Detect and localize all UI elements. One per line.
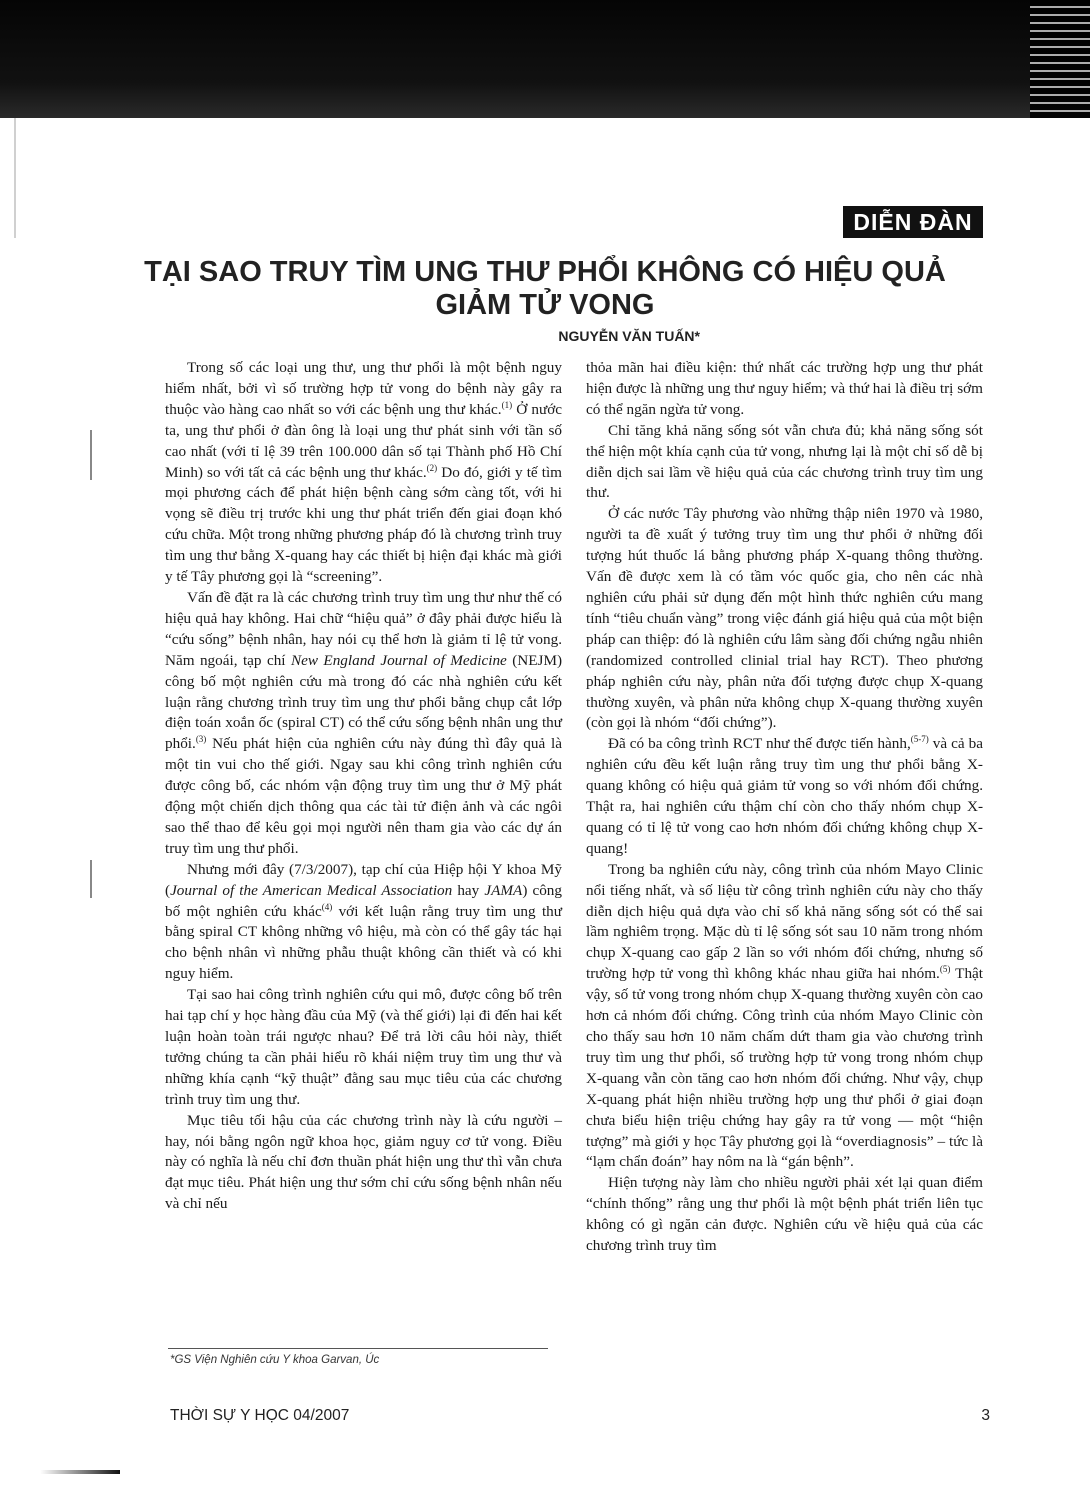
citation-ref: (3) [195,734,207,745]
article-author: NGUYỄN VĂN TUẤN* [558,328,700,344]
paragraph: thỏa mãn hai điều kiện: thứ nhất các trường hợp ung thư phát hiện được là những ung thư nguy hiểm; và thứ hai là điều trị sớm có thể ngăn ngừa tử vong. [586,359,983,418]
journal-name: New England Journal of Medicine [290,651,507,669]
scan-binding-edge [1030,0,1090,118]
scan-bottom-mark [40,1470,120,1474]
author-footnote: *GS Viện Nghiên cứu Y khoa Garvan, Úc [170,1354,380,1366]
section-tag: DIỄN ĐÀN [843,206,983,238]
paragraph: Vấn đề đặt ra là các chương trình truy tìm ung thư như thế có hiệu quả hay không. Hai chữ “hiệu quả” ở đây phải được hiểu là “cứu sống” bệnh nhân, hay nói cụ thể hơn là giảm tỉ lệ tử vong. Năm ngoái, tạp chí New England Journal of Medicine (NEJM) công bố một nghiên cứu mà trong đó các nhà nghiên cứu kết luận rằng chương trình truy tìm ung thư phổi bằng chụp cắt lớp điện toán xoắn ốc (spiral CT) có thể cứu sống bệnh nhân ung thư phổi.$^{(3)}$ Nếu phát hiện của nghiên cứu này đúng thì đây quả là một tin vui cho thế giới. Ngay sau khi công trình nghiên cứu được công bố, các nhóm vận động truy tìm ung thư ở Mỹ phát động một chiến dịch thông qua các tài tử điện ảnh và các ngôi sao thể thao để kêu gọi mọi người nên tham gia vào các dự án truy tìm ung thư phổi. [165,588,563,857]
journal-footer: THỜI SỰ Y HỌC 04/2007 [170,1407,350,1424]
article-title: TẠI SAO TRUY TÌM UNG THƯ PHỔI KHÔNG CÓ HIỆU QUẢ GIẢM TỬ VONG [144,256,946,321]
citation-ref: (4) [321,901,333,912]
scan-left-margin-artifact [0,118,16,238]
citation-ref: (2) [426,462,438,473]
scan-top-dark-band [0,0,1090,118]
left-column [165,358,562,1215]
paragraph: Hiện tượng này làm cho nhiều người phải xét lại quan điểm “chính thống” rằng ung thư phổi là một bệnh phát triển liên tục không có gì ngăn cản được. Nghiên cứu về hiệu quả của các chương trình truy tìm [586,1174,983,1255]
paragraph: Trong ba nghiên cứu này, công trình của nhóm Mayo Clinic nổi tiếng nhất, và số liệu từ công trình nghiên cứu này cho thấy diễn dịch hiệu quả dựa vào chỉ số khả năng sống sót có thể sai lầm nghiêm trọng. Mặc dù tỉ lệ sống sót sau 10 năm trong nhóm chụp X-quang cao gấp 2 lần so với nhóm đối chứng, nhưng số trường hợp tử vong thì không khác nhau giữa hai nhóm.$^{(5)}$ Thật vậy, số tử vong trong nhóm chụp X-quang thường xuyên còn cao hơn cả nhóm đối chứng. Công trình của nhóm Mayo Clinic còn cho thấy sau hơn 10 năm chấm dứt tham gia vào chương trình truy tìm ung thư phổi, số trường hợp tử vong trong nhóm chụp X-quang vẫn còn tăng cao hơn nhóm đối chứng. Như vậy, chụp X-quang phát hiện nhiều trường hợp ung thư phổi ở giai đoạn chưa biểu hiện triệu chứng hay gây ra tử vong — một “hiện tượng” mà giới y học Tây phương gọi là “overdiagnosis” – tức là “lạm chẩn đoán” hay nôm na là “gán bệnh”. [586,860,983,1171]
journal-name: Journal of the American Medical Association [170,881,453,899]
citation-ref: (5-7) [910,734,929,745]
citation-ref: (5) [939,964,951,975]
scan-margin-tick [90,430,92,480]
scan-margin-tick [90,860,92,898]
citation-ref: (1) [501,399,513,410]
paragraph: Nhưng mới đây (7/3/2007), tạp chí của Hiệp hội Y khoa Mỹ (Journal of the American Medical Association hay JAMA) công bố một nghiên cứu khác$^{(4)}$ với kết luận rằng truy tìm ung thư bằng spiral CT không những vô hiệu, mà còn có thể gây tác hại cho bệnh nhân vì những phẫu thuật không cần thiết và có khi nguy hiểm. [165,860,562,983]
paragraph: Đã có ba công trình RCT như thế được tiến hành,$^{(5-7)}$ và cả ba nghiên cứu đều kết luận rằng truy tìm ung thư phổi bằng X-quang không có hiệu quả giảm tử vong so với nhóm đối chứng. Thật ra, hai nghiên cứu thậm chí còn cho thấy nhóm chụp X-quang có tỉ lệ tử vong cao hơn nhóm đối chứng không chụp X-quang! [586,734,983,857]
journal-abbrev: JAMA [484,881,523,899]
paragraph: Chỉ tăng khả năng sống sót vẫn chưa đủ; khả năng sống sót thể hiện một khía cạnh của tử vong, nhưng lại là một chỉ số dễ bị diễn dịch sai lầm về hiệu quả của các chương trình truy tìm ung thư. [586,421,983,502]
footnote-divider [168,1348,548,1349]
paragraph: Mục tiêu tối hậu của các chương trình này là cứu người – hay, nói bằng ngôn ngữ khoa học, giảm nguy cơ tử vong. Điều này có nghĩa là nếu chỉ đơn thuần phát hiện ung thư thì vẫn chưa đạt mục tiêu. Phát hiện ung thư sớm chỉ cứu sống bệnh nhân nếu và chỉ nếu [165,1111,562,1213]
right-column [586,358,983,1257]
paragraph: Ở các nước Tây phương vào những thập niên 1970 và 1980, người ta đề xuất ý tưởng truy tìm ung thư phổi ở những đối tượng hút thuốc lá bằng phương pháp X-quang thông thường. Vấn đề được xem là có tầm vóc quốc gia, cho nên các nhà nghiên cứu phải sử dụng đến một hình thức nghiên cứu mang tính “tiêu chuẩn vàng” trong việc đánh giá hiệu quả của một biện pháp can thiệp: đó là nghiên cứu lâm sàng đối chứng ngẫu nhiên (randomized controlled clinial trial hay RCT). Theo phương pháp nghiên cứu này, phân nửa đối tượng được chụp X-quang thường xuyên, và phân nửa không chụp X-quang thường xuyên (còn gọi là nhóm “đối chứng”). [586,505,983,732]
page-number: 3 [981,1407,990,1424]
paragraph: Trong số các loại ung thư, ung thư phổi là một bệnh nguy hiểm nhất, bởi vì số trường hợp tử vong do bệnh này gây ra thuộc vào hàng cao nhất so với các bệnh ung thư khác.$^{(1)}$ Ở nước ta, ung thư phổi ở đàn ông là loại ung thư phát sinh với tần số cao nhất (với tỉ lệ 39 trên 100.000 dân số tại Thành phố Hồ Chí Minh) so với tất cả các bệnh ung thư khác.$^{(2)}$ Do đó, giới y tế tìm mọi phương cách để phát hiện bệnh càng sớm càng tốt, với hi vọng sẽ điều trị trước khi ung thư phát triển đến giai đoạn khó cứu chữa. Một trong những phương pháp đó là chương trình truy tìm ung thư bằng X-quang hay các thiết bị hiện đại khác mà giới y tế Tây phương gọi là “screening”. [165,359,562,586]
paragraph: Tại sao hai công trình nghiên cứu qui mô, được công bố trên hai tạp chí y học hàng đầu của Mỹ (và thế giới) lại đi đến hai kết luận hoàn toàn trái ngược nhau? Để trả lời câu hỏi này, thiết tưởng chúng ta cần phải hiểu rõ khái niệm truy tìm ung thư và những khía cạnh “kỹ thuật” đằng sau mục tiêu của các chương trình truy tìm ung thư. [165,986,562,1108]
